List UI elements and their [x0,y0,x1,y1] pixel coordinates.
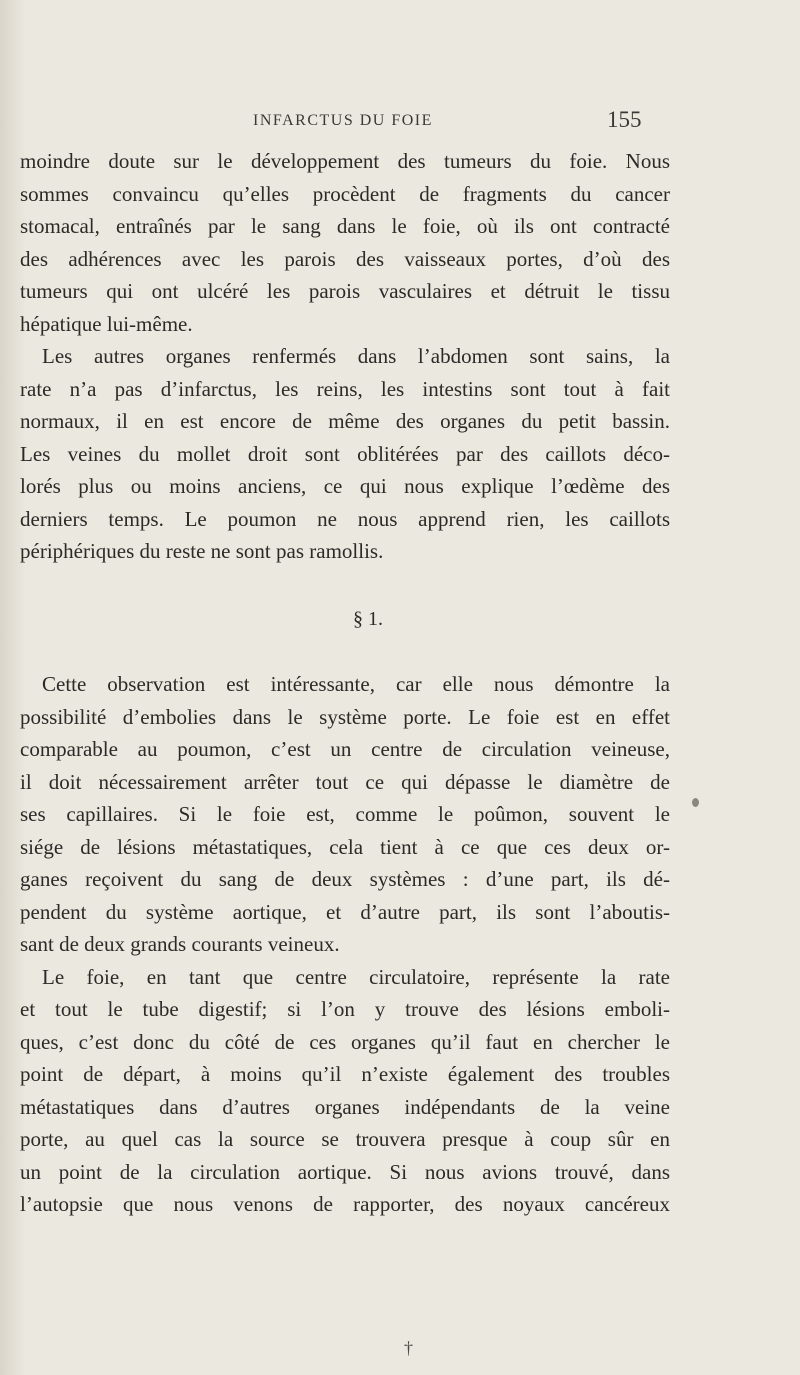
text-line: tumeurs qui ont ulcéré les parois vasculaires et détruit le tissu [20,279,670,303]
text-line: un point de la circulation aortique. Si nous avions trouvé, dans [20,1159,670,1184]
running-head [0,107,800,142]
text-line: derniers temps. Le poumon ne nous apprend rien, les caillots [20,506,670,531]
page-number: 155 [607,107,642,132]
text-line: sommes convaincu qu’elles procèdent de fragments du cancer [20,181,670,206]
text-line: Les veines du mollet droit sont oblitérées par des caillots déco- [20,441,670,466]
text-line: Cette observation est intéressante, car elle nous démontre la [42,672,670,696]
text-line: pendent du système aortique, et d’autre part, ils sont l’aboutis- [20,899,670,924]
text-line: ganes reçoivent du sang de deux systèmes : d’une part, ils dé- [20,867,670,891]
text-line: l’autopsie que nous venons de rapporter, des noyaux cancéreux [20,1192,670,1216]
text-line: Le foie, en tant que centre circulatoire, représente la rate [42,964,670,989]
text-line: hépatique lui-même. [20,311,193,336]
text-line: point de départ, à moins qu’il n’existe également des troubles [20,1062,670,1086]
text-line: et tout le tube digestif; si l’on y trouve des lésions emboli- [20,997,670,1021]
ink-speck [692,798,699,807]
footer-mark: † [404,1338,413,1358]
text-line: ses capillaires. Si le foie est, comme le poûmon, souvent le [20,802,670,826]
text-line: métastatiques dans d’autres organes indépendants de la veine [20,1094,670,1119]
text-line: normaux, il en est encore de même des organes du petit bassin. [20,409,670,433]
text-line: périphériques du reste ne sont pas ramollis. [20,539,384,563]
section-mark: § 1. [353,608,383,630]
text-line: sant de deux grands courants veineux. [20,932,340,956]
text-line: ques, c’est donc du côté de ces organes qu’il faut en chercher le [20,1029,670,1054]
text-line: comparable au poumon, c’est un centre de circulation veineuse, [20,737,670,761]
section-heading [0,608,800,631]
text-line: lorés plus ou moins anciens, ce qui nous explique l’œdème des [20,474,670,498]
text-line: des adhérences avec les parois des vaisseaux portes, d’où des [20,246,670,271]
text-line: rate n’a pas d’infarctus, les reins, les intestins sont tout à fait [20,376,670,401]
running-title: INFARCTUS DU FOIE [253,112,433,129]
text-line: moindre doute sur le développement des tumeurs du foie. Nous [20,149,670,173]
text-line: porte, au quel cas la source se trouvera presque à coup sûr en [20,1127,670,1151]
paragraph-2 [20,340,670,568]
text-line: possibilité d’embolies dans le système porte. Le foie est en effet [20,704,670,729]
text-line: stomacal, entraînés par le sang dans le foie, où ils ont contracté [20,214,670,238]
paragraph-3 [20,668,670,961]
text-line: il doit nécessairement arrêter tout ce qui dépasse le diamètre de [20,769,670,794]
text-block-upper [20,145,670,568]
paragraph-1 [20,145,670,340]
text-line: siége de lésions métastatiques, cela tient à ce que ces deux or- [20,834,670,859]
paragraph-4 [20,961,670,1221]
text-block-lower [20,668,670,1221]
text-line: Les autres organes renfermés dans l’abdomen sont sains, la [42,344,670,368]
